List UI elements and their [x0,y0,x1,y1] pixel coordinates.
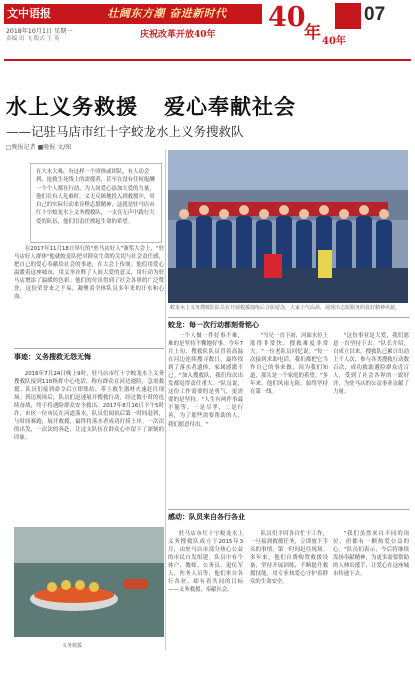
headline-part-2: 爱心奉献社会 [164,94,296,119]
lead-text: 在大水大难，有这样一个团体或团队，有人动会到，抢救生死线上的需援者，甚至在没有任何报酬一个个人都在行动，为人间爱心添加大爱的力量，他们在有人危难时，义无反顾地投入到救援中，用自己的实际行动来诠释志愿精神，这就是驻马店市红十字蛟龙水上义务搜救队，一支在无声中践行大爱的队伍，他们用责任撑起生命的希望。 [36,169,155,225]
members-text-column-2 [250,530,328,650]
section-rule [168,509,409,510]
jiaolong-paragraph-1: 一个人做一件好事不难，难的是坚持不懈地好事。今年7月上旬，搜救队队员冒着高温在河边连续搜寻数日，最终找到了落水者遗体，家属感激不已。"加入搜救队，我们每次出发都觉得责任重大。"队员说，这份工作需要的是勇气，更需要的是坚持。"人生有两件事最不能等，一是尽孝，二是行善，为了那些需要帮助的人，我们愿意付出。" [168,333,243,428]
masthead-slogan: 壮阔东方潮 奋进新时代 [107,7,227,20]
column-divider [165,150,166,650]
issue-date: 2018年10月1日 星期一 [6,28,73,35]
members-paragraph-1: 驻马店市红十字蛟龙水上义务搜救队成立于2015年3月，由驻马店市部分热心公益的市民自发组建。队员中有个体户、教师、公务员、退伍军人、医务人员等，他们来自各行各业，却有着共同的目标——义务救援，奉献社会。 [168,531,243,594]
anniversary-number: 40 [268,2,306,33]
deeds-text-column [14,370,164,515]
newspaper-logo: 文中语报 [7,7,51,20]
rescue-photo-caption: 义务救援 [62,643,83,649]
page-number: 07 [364,4,386,25]
jiaolong-text-column-2 [250,332,328,507]
lead-summary-box [30,163,162,243]
members-paragraph-2: 队员们平时各自忙于工作，一旦接到救援任务，立即放下手头的事情，第一时间赶往现场。多年来，他们自费购置救援设备，坚持开展训练，不断提升救援技能，用专业和爱心守护着群众的生命安全。 [250,531,328,586]
jiaolong-paragraph-2: "当兄一直下雨，河面水位上涨得非常快，搜救难度非常大。"一位老队员回忆说。"每一次接到求助电话，我们都把它当作自己的事来做，因为我们知道，那头是一个家庭的希望。"多年来，他们风雨无阻，始终坚持在第一线。 [250,333,328,396]
intro-text-column [14,245,164,326]
editor-credits: 责编 田 飞 版式 王 英 [6,36,60,42]
anniversary-badge: 40年 [322,36,346,47]
article-subheadline: ——记驻马店市红十字蛟龙水上义务搜救队 [6,124,244,139]
section-heading-deeds: 事迹：义务搜救无怨无悔 [14,353,91,361]
section-rule [168,317,409,318]
masthead [0,0,415,62]
intro-paragraph: 在2017年11月18日举行的"驻马店好人"颁奖大会上，"驻马店好人群体"他就蛟龙队把对群众生命的关切与社会责任感，把自己的爱心奉献给社会的事迹，在大会上传颂。他们用爱心温暖着这座城市，用义举诠释了人间大爱的意义，用行动为驻马店增添了温暖的色彩。他们的付出得到了社会各界的广泛赞誉，这份荣誉来之不易，凝聚着全体队员多年来的汗水和心血。 [14,246,164,301]
group-photo [168,150,408,303]
headline-part-1: 水上义务救援 [6,94,138,119]
jiaolong-text-column-3 [333,332,409,507]
jiaolong-text-column-1 [168,332,243,507]
section-heading-moved: 感动：队员来自各行各业 [168,513,245,521]
group-photo-graphic [168,150,408,303]
section-subtitle: 庆祝改革开放40年 [140,30,216,40]
members-text-column-1 [168,530,243,650]
members-paragraph-3: "我们虽然来自不同的岗位，但都有一颗热爱公益的心。"队员们表示，今后将继续发扬奉献精神，为更多需要帮助的人伸出援手，让爱心在这座城市传递下去。 [333,531,409,578]
group-photo-caption: 蛟龙水上义务搜救队队员在开展救援演练后合影留念，大家士气高昂，展现出志愿服务的良好精神风貌。 [170,305,401,311]
section-heading-jiaolong: 蛟龙：每一次行动都刻骨铭心 [168,321,259,329]
jiaolong-paragraph-3: "这份事业是大爱，我们愿意一直坚持下去。"队长介绍，自成立以来，搜救队已累计出动上千人次，参与各类搜救行动数百次，成功救助遇险群众近百人，受到了社会各界的一致好评，为驻马店的公益事业贡献了力量。 [333,333,409,396]
page-marker [335,3,361,29]
anniversary-char: 年 [304,23,321,43]
deeds-paragraph: 2016年7月24日晚上9时，驻马店市红十字蛟龙水上义务搜救队接到110指挥中心电话，称有群众在河边遇险，急需救援。队员们接到命令后立即集结，带上救生器材火速赶往现场。到达现场后，队员们迅速展开搜救行动，经过数小时的连续奋战，终于将遇险群众安全救出。2017年8月16日下午5时许，市区一位市民在河道落水，队员们闻讯后第一时间赶到，与时间赛跑，展开救援，最终将落水者成功打捞上岸。一次次的出发，一次次的奔赴，让这支队伍在群众心中留下了深刻的印象。 [14,371,164,442]
rescue-photo-graphic [14,527,164,637]
article-byline: □晚报记者 ■晚报 文/图 [6,144,72,151]
masthead-rule [4,59,411,61]
members-text-column-3 [333,530,409,650]
article-headline [6,91,409,121]
section-rule [14,348,164,349]
rescue-photo [14,527,164,637]
